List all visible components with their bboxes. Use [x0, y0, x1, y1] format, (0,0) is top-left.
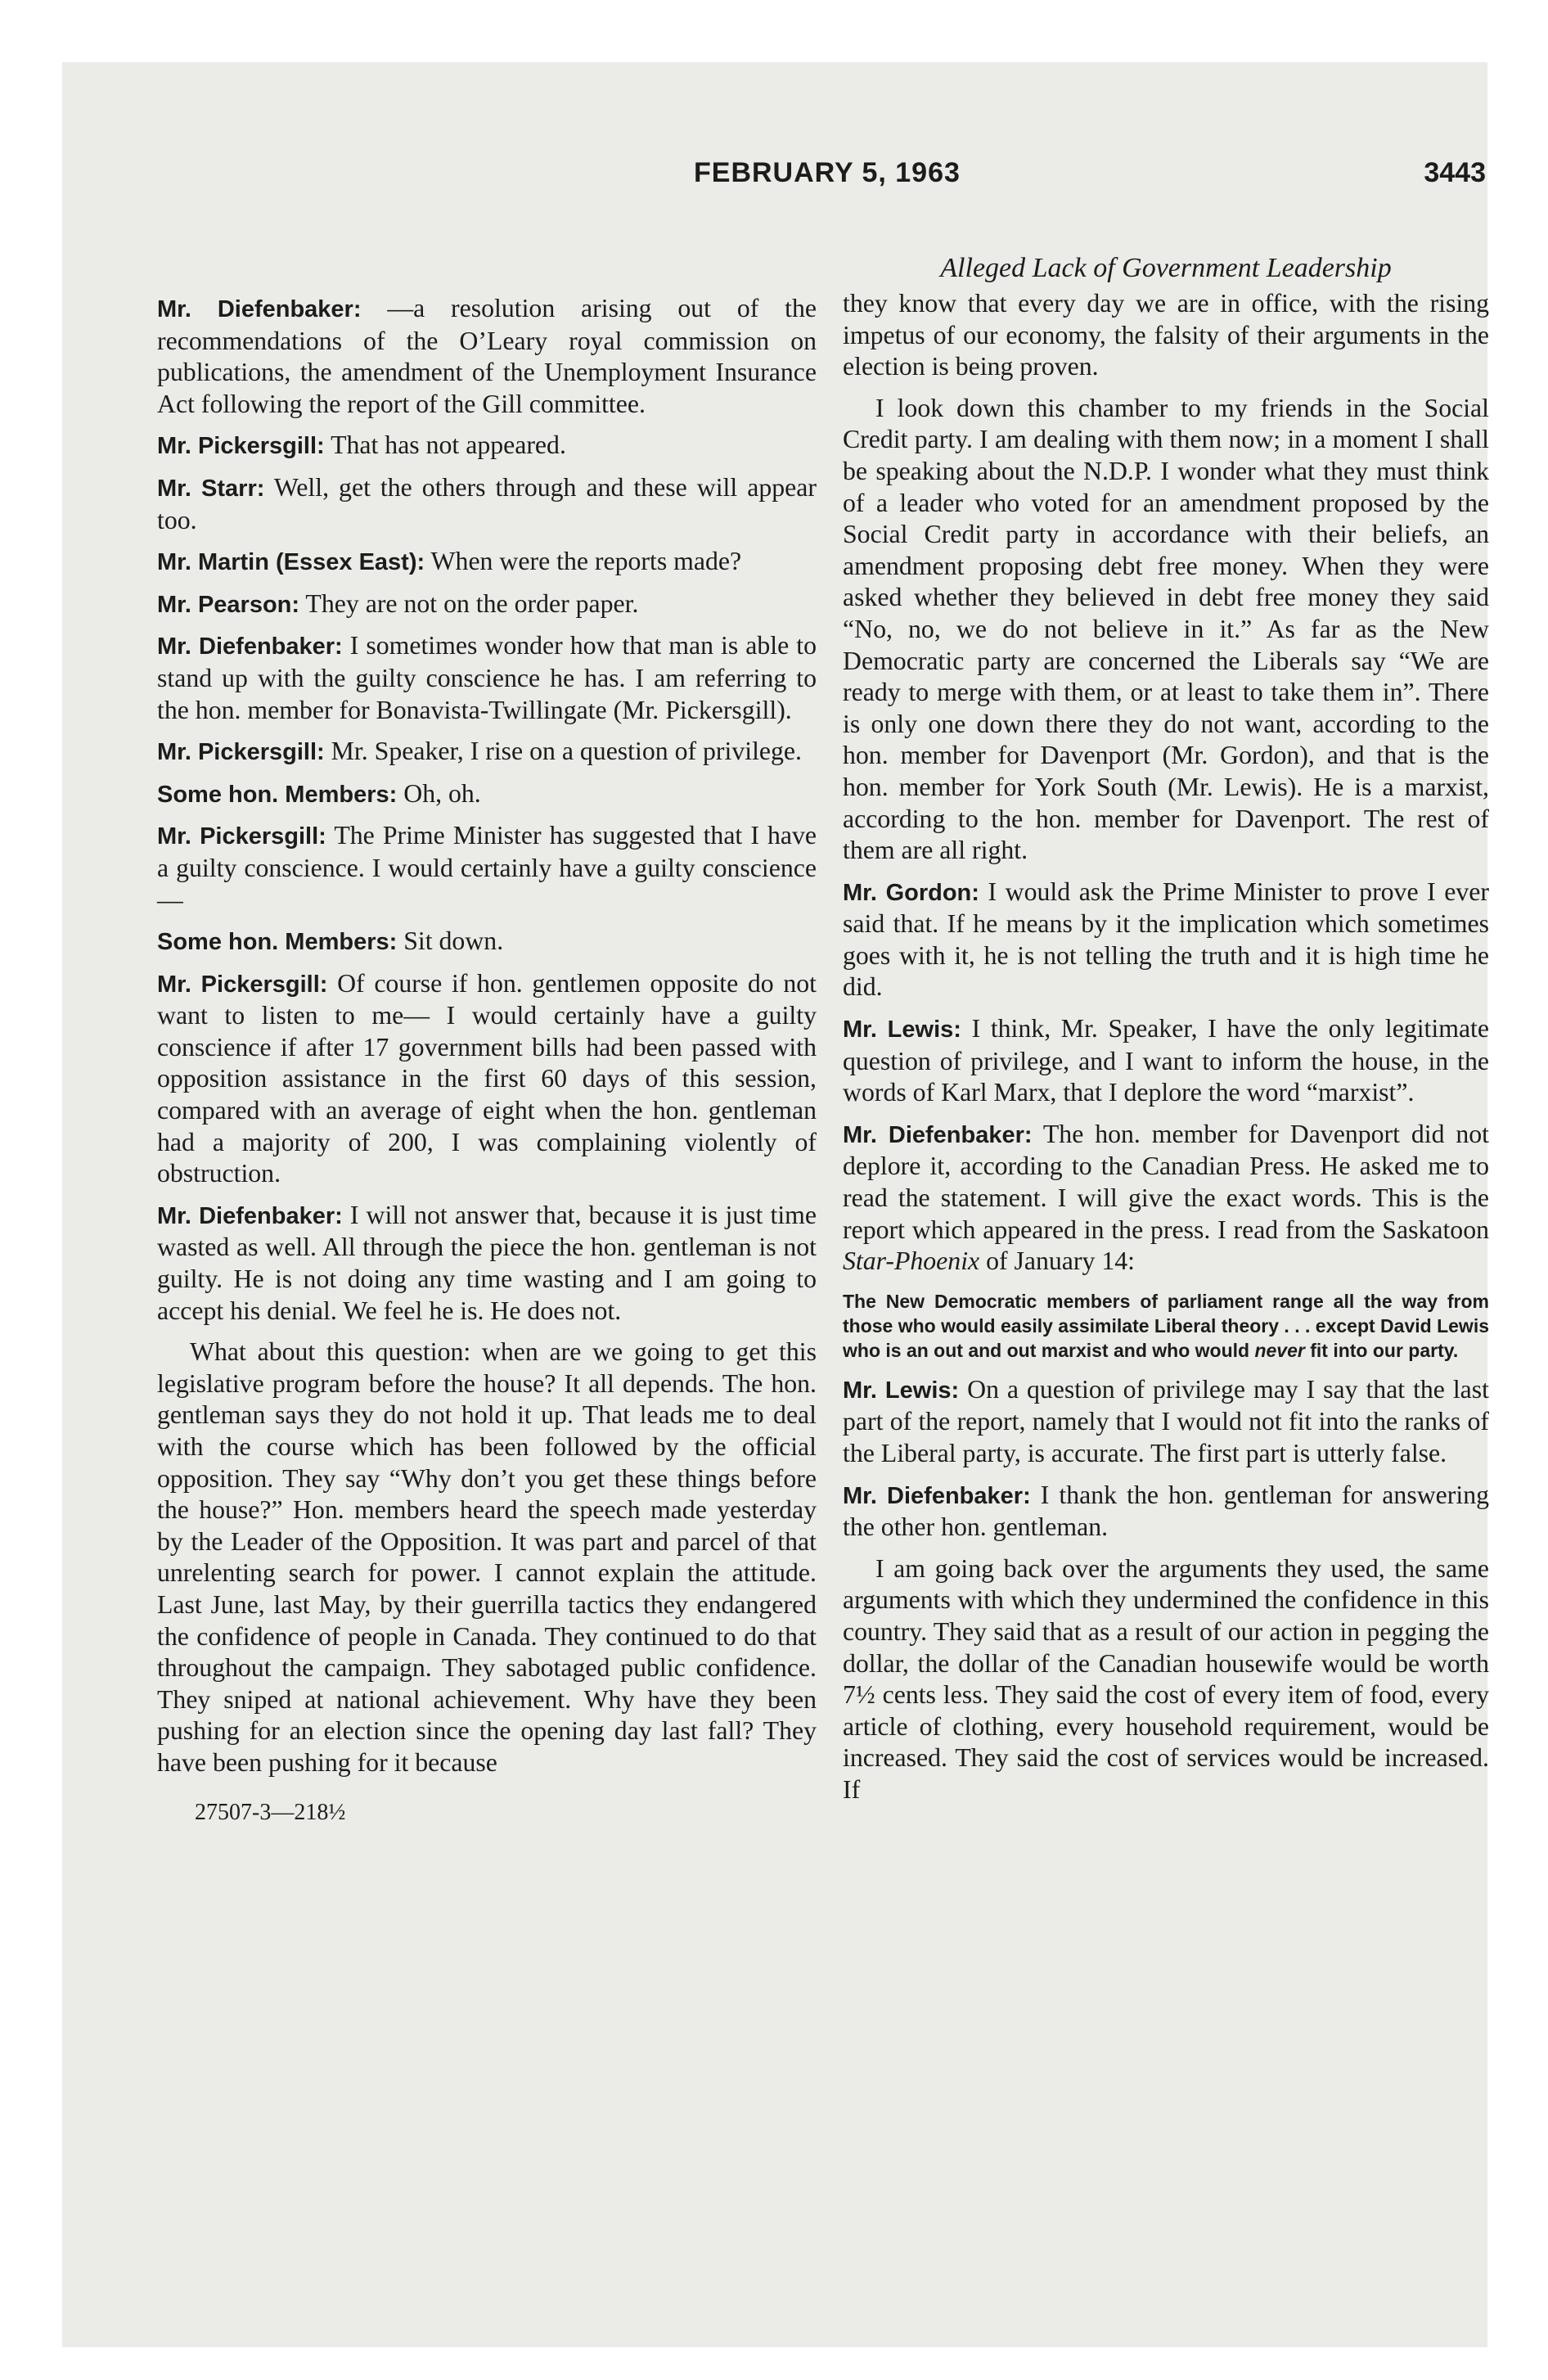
- speaker: Mr. Diefenbaker:: [157, 633, 343, 660]
- speech: I sometimes wonder how that man is able to stand up with the guilty conscience he has. I am referring to the hon. member for Bonavista-Twillingate (Mr. Pickersgill).: [157, 631, 817, 724]
- paragraph: [843, 1374, 1489, 1470]
- speech: The hon. member for Davenport did not deplore it, according to the Canadian Press. He asked me to read the statement. I will give the exact words. This is the report which appeared in the press. I read from the Saskatoon: [843, 1119, 1489, 1244]
- paragraph: [157, 820, 817, 916]
- speaker: Mr. Starr:: [157, 475, 265, 502]
- paragraph: I look down this chamber to my friends in the Social Credit party. I am dealing with them now; in a moment I shall be speaking about the N.D.P. I wonder what they must think of a leader who voted for an amendment proposed by the Social Credit party in accordance with their beliefs, an amendment proposing debt free money. When they were asked whether they believed in debt free money they said “No, no, we do not believe in it.” As far as the New Democratic party are concerned the Liberals say “We are ready to merge with them, or at least to take them in”. There is only one down there they do not want, according to the hon. member for Davenport (Mr. Gordon), and that is the hon. member for York South (Mr. Lewis). He is a marxist, according to the hon. member for Davenport. The rest of them are all right.: [843, 393, 1489, 865]
- speech: I thank the hon. gentleman for answering the other hon. gentleman.: [843, 1480, 1489, 1542]
- speech: That has not appeared.: [324, 430, 566, 460]
- header-date: FEBRUARY 5, 1963: [694, 157, 961, 188]
- speech: Of course if hon. gentlemen opposite do not want to listen to me— I would certainly have a guilty conscience if after 17 government bills had been passed with opposition assistance in the first 60 days of this session, compared with an average of eight when the hon. gentleman had a majority of 200, I was complaining violently of obstruction.: [157, 968, 817, 1188]
- speaker: Some hon. Members:: [157, 781, 398, 808]
- speech: The Prime Minister has suggested that I have a guilty conscience. I would certainly have a guilty conscience—: [157, 821, 817, 914]
- paragraph: [157, 588, 817, 621]
- left-column: [157, 293, 817, 1828]
- speaker: Mr. Martin (Essex East):: [157, 549, 425, 576]
- speaker: Mr. Diefenbaker:: [157, 1202, 343, 1229]
- speaker: Mr. Pickersgill:: [157, 971, 328, 998]
- quote-emphasis: never: [1254, 1339, 1305, 1361]
- running-title: Alleged Lack of Government Leadership: [940, 253, 1392, 283]
- speech: When were the reports made?: [425, 547, 742, 576]
- paragraph: I am going back over the arguments they used, the same arguments with which they undermined the confidence in this country. They said that as a result of our action in pegging the dollar, the dollar of the Canadian housewife would be worth 7½ cents less. They said the cost of every item of food, every article of clothing, every household requirement, would be increased. They said the cost of services would be increased. If: [843, 1553, 1489, 1804]
- speaker: Mr. Diefenbaker:: [843, 1482, 1031, 1509]
- paragraph: [157, 736, 817, 769]
- speaker: Mr. Pickersgill:: [157, 823, 326, 850]
- paragraph: [157, 926, 817, 958]
- page-scan: [62, 62, 1490, 2347]
- speaker: Mr. Diefenbaker:: [843, 1121, 1033, 1148]
- paragraph: [157, 778, 817, 811]
- speaker: Mr. Pearson:: [157, 591, 300, 618]
- page-number: 3443: [1424, 157, 1486, 188]
- speech: I think, Mr. Speaker, I have the only legitimate question of privilege, and I want to inform the house, in the words of Karl Marx, that I deplore the word “marxist”.: [843, 1014, 1490, 1107]
- speaker: Mr. Gordon:: [843, 879, 979, 906]
- right-column: [843, 252, 1489, 1816]
- paragraph: [157, 293, 817, 420]
- paragraph: [157, 430, 817, 462]
- speaker: Mr. Lewis:: [843, 1377, 960, 1404]
- speech: of January 14:: [979, 1246, 1135, 1276]
- paragraph: [157, 472, 817, 536]
- paragraph: [157, 546, 817, 579]
- speaker: Mr. Diefenbaker:: [157, 296, 362, 322]
- paragraph: [843, 877, 1489, 1003]
- speaker: Some hon. Members:: [157, 929, 398, 956]
- speaker: Mr. Pickersgill:: [157, 739, 325, 766]
- paragraph: [157, 1200, 817, 1327]
- speech: I would ask the Prime Minister to prove I ever said that. If he means by it the implication which sometimes goes with it, he is not telling the truth and it is high time he did.: [843, 877, 1489, 1002]
- speech: Oh, oh.: [397, 778, 481, 808]
- speech: On a question of privilege may I say that the last part of the report, namely that I would not fit into the ranks of the Liberal party, is accurate. The first part is utterly false.: [843, 1374, 1489, 1467]
- speaker: Mr. Pickersgill:: [157, 433, 325, 460]
- paragraph: [157, 630, 817, 726]
- paragraph: What about this question: when are we going to get this legislative program before the house? It all depends. The hon. gentleman says they do not hold it up. That leads me to deal with the course which has been followed by the official opposition. They say “Why don’t you get these things before the house?” Hon. members heard the speech made yesterday by the Leader of the Opposition. It was part and parcel of that unrelenting search for power. I cannot explain the attitude. Last June, last May, by their guerrilla tactics they endangered the confidence of people in Canada. They continued to do that throughout the campaign. They sabotaged public confidence. They sniped at national achievement. Why have they been pushing for an election since the opening day last fall? They have been pushing for it because: [157, 1337, 817, 1777]
- speech: They are not on the order paper.: [299, 588, 639, 618]
- newspaper-title: Star-Phoenix: [843, 1246, 980, 1276]
- block-quote: [843, 1287, 1489, 1363]
- speech: I will not answer that, because it is just time wasted as well. All through the piece the hon. gentleman is not guilty. He is not doing any time wasting and I am going to accept his denial. We feel he is. He does not.: [157, 1200, 817, 1325]
- speech: Sit down.: [397, 926, 504, 956]
- speech: Well, get the others through and these will appear too.: [157, 472, 817, 534]
- paragraph: [843, 1119, 1489, 1278]
- quote-text: fit into our party.: [1304, 1339, 1459, 1361]
- speech: Mr. Speaker, I rise on a question of privilege.: [324, 737, 802, 766]
- speech: —a resolution arising out of the recommendations of the O’Leary royal commission on publications, the amendment of the Unemployment Insurance Act following the report of the Gill committee.: [157, 294, 817, 418]
- quote-text: The New Democratic members of parliament range all the way from those who would easily assimilate Liberal theory . . . except David Lewis who is an out and out marxist and who would: [843, 1290, 1489, 1361]
- paragraph: [843, 1480, 1489, 1544]
- speaker: Mr. Lewis:: [843, 1016, 961, 1044]
- paragraph: [157, 968, 817, 1190]
- paragraph: [843, 1013, 1489, 1109]
- signature-mark: 27507-3—218½: [195, 1799, 346, 1825]
- paragraph: they know that every day we are in office, with the rising impetus of our economy, the falsity of their arguments in the election is being proven.: [843, 289, 1489, 381]
- page-header: [694, 157, 1486, 206]
